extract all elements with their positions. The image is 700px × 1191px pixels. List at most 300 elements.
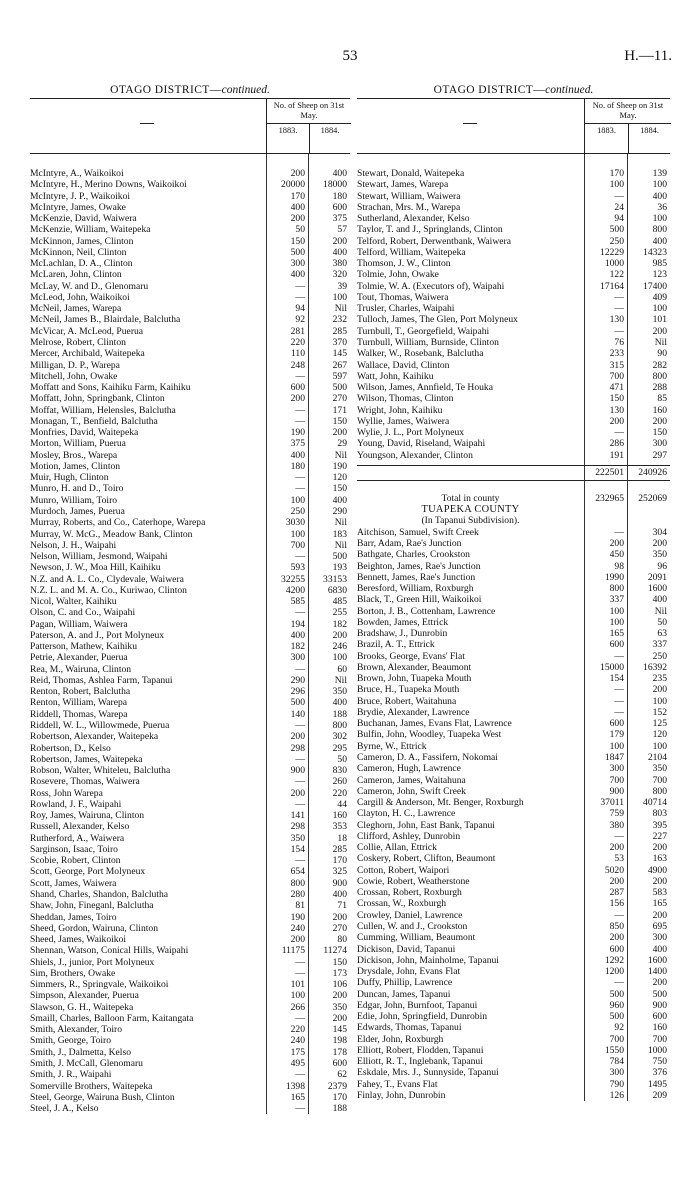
sheep-1884: 171 xyxy=(332,404,347,416)
table-row xyxy=(30,900,350,911)
table-row xyxy=(30,371,350,382)
owner-name: Motion, James, Clinton xyxy=(30,460,121,472)
table-row xyxy=(357,1056,670,1067)
sheep-1884: 400 xyxy=(332,168,347,179)
sheep-1884: 300 xyxy=(652,932,667,944)
owner-name: Monfries, David, Waitepeka xyxy=(30,427,139,439)
sheep-1884: 395 xyxy=(652,819,667,831)
sheep-1883: 250 xyxy=(290,505,305,517)
owner-name: Smith, George, Toiro xyxy=(30,1035,112,1047)
sheep-1883: 92 xyxy=(614,1022,624,1034)
owner-name: Telford, William, Waitepeka xyxy=(357,246,466,258)
sheep-1884: 2091 xyxy=(647,571,667,583)
table-row xyxy=(30,754,350,765)
owner-name: Fahey, T., Evans Flat xyxy=(357,1078,438,1090)
sheep-1883: 154 xyxy=(290,843,305,855)
table-row xyxy=(357,797,670,808)
owner-name: Crowley, Daniel, Lawrence xyxy=(357,909,463,921)
sheep-1883: 800 xyxy=(609,583,624,595)
owner-name: Bruce, H., Tuapeka Mouth xyxy=(357,684,460,696)
sheep-1883: 350 xyxy=(290,832,305,844)
table-row xyxy=(357,966,670,977)
sheep-1883: 154 xyxy=(609,673,624,685)
sheep-1883: 53 xyxy=(614,853,624,865)
sheep-1884: 400 xyxy=(332,697,347,709)
sheep-1884: 295 xyxy=(332,742,347,754)
owner-name: Buchanan, James, Evans Flat, Lawrence xyxy=(357,718,512,730)
table-row xyxy=(357,752,670,763)
sheep-1884: 270 xyxy=(332,922,347,934)
table-row xyxy=(357,955,670,966)
owner-name: McLachlan, D. A., Clinton xyxy=(30,258,133,270)
owner-name: Petrie, Alexander, Puerua xyxy=(30,652,128,664)
sheep-1883: 141 xyxy=(290,810,305,822)
table-row xyxy=(357,876,670,887)
county-heading: TUAPEKA COUNTY xyxy=(421,504,520,516)
sheep-1883: 4200 xyxy=(285,584,305,596)
table-row xyxy=(30,213,350,224)
sheep-1883: 200 xyxy=(290,168,305,179)
table-row xyxy=(30,844,350,855)
sheep-1884: 200 xyxy=(332,427,347,439)
sheep-1884: 400 xyxy=(652,190,667,202)
table-row xyxy=(30,810,350,821)
column-title: OTAGO DISTRICT—continued. xyxy=(433,84,594,96)
table-row xyxy=(357,944,670,955)
table-row xyxy=(357,842,670,853)
sheep-1883: 5020 xyxy=(604,864,624,876)
sheep-1884: 267 xyxy=(332,359,347,371)
owner-name: Renton, Robert, Balclutha xyxy=(30,686,131,698)
table-row xyxy=(30,619,350,630)
owner-name: Sutherland, Alexander, Kelso xyxy=(357,213,470,225)
sheep-1883: 450 xyxy=(609,549,624,561)
owner-name: Steel, J. A., Kelso xyxy=(30,1103,99,1115)
sheep-1883: 100 xyxy=(290,528,305,540)
owner-name: Newson, J. W., Moa Hill, Kaihiku xyxy=(30,562,161,574)
sheep-1883: 165 xyxy=(290,1091,305,1103)
table-row xyxy=(30,326,350,337)
sheep-1884: 200 xyxy=(652,909,667,921)
table-row xyxy=(30,517,350,528)
sheep-1884: 500 xyxy=(332,551,347,563)
sheep-1884: 170 xyxy=(332,855,347,867)
table-body xyxy=(357,154,670,1101)
sheep-1883: 170 xyxy=(609,168,624,179)
sheep-1884: 6830 xyxy=(327,584,347,596)
sheep-1884: 200 xyxy=(332,990,347,1002)
sheep-1883: 240 xyxy=(290,1035,305,1047)
sheep-1883: 471 xyxy=(609,382,624,394)
owner-name: Finlay, John, Dunrobin xyxy=(357,1089,446,1101)
sheep-1884: Nil xyxy=(654,336,667,348)
sheep-1883: 700 xyxy=(609,370,624,382)
table-row xyxy=(357,1000,670,1011)
sheep-1883: 76 xyxy=(614,336,624,348)
sheep-1883: — xyxy=(295,472,305,484)
sheep-1883: 298 xyxy=(290,742,305,754)
owner-name: Crossan, Robert, Roxburgh xyxy=(357,887,462,899)
sheep-1884: 803 xyxy=(652,808,667,820)
sheep-1883: 400 xyxy=(290,629,305,641)
table-row xyxy=(30,540,350,551)
sheep-1884: 180 xyxy=(332,190,347,202)
owner-name: McIntyre, J. P., Waikoikoi xyxy=(30,190,131,202)
owner-name: Robertson, Alexander, Waitepeka xyxy=(30,731,159,743)
sheep-1884: 18000 xyxy=(323,179,347,191)
sheep-1883: 130 xyxy=(609,314,624,326)
table-row xyxy=(30,799,350,810)
owner-name: Taylor, T. and J., Springlands, Clinton xyxy=(357,224,503,236)
sheep-1883: — xyxy=(614,291,624,303)
owner-name: Bradshaw, J., Dunrobin xyxy=(357,628,448,640)
sheep-1884: 50 xyxy=(337,753,347,765)
sheep-1883: 15000 xyxy=(600,661,624,673)
owner-name: Smith, J., Dalmetta, Kelso xyxy=(30,1046,131,1058)
sheep-1884: 300 xyxy=(652,438,667,450)
table-row xyxy=(357,606,670,617)
owner-name: Shand, Charles, Shandon, Balclutha xyxy=(30,889,169,900)
sheep-1884: 255 xyxy=(332,607,347,619)
owner-name: Rutherford, A., Waiwera xyxy=(30,832,125,844)
sheep-1884: 160 xyxy=(332,810,347,822)
table-row xyxy=(30,912,350,923)
owner-name: Smith, Alexander, Toiro xyxy=(30,1024,123,1036)
table-row xyxy=(357,360,670,371)
sheep-1883: 500 xyxy=(609,224,624,236)
table-row xyxy=(30,945,350,956)
table-row xyxy=(357,393,670,404)
sheep-1884: 600 xyxy=(332,1057,347,1069)
owner-name: Young, David, Riseland, Waipahi xyxy=(357,438,486,450)
sheep-1883: 100 xyxy=(290,990,305,1002)
sheep-1884: 200 xyxy=(652,537,667,549)
sheep-1883: 400 xyxy=(290,449,305,461)
owner-name: McKenzie, David, Waiwera xyxy=(30,213,137,225)
table-row xyxy=(357,594,670,605)
owner-name: Youngson, Alexander, Clinton xyxy=(357,449,473,461)
table-row xyxy=(30,1024,350,1035)
table-row xyxy=(357,977,670,988)
table-row xyxy=(30,551,350,562)
sheep-1884: 337 xyxy=(652,639,667,651)
sheep-1883: 92 xyxy=(295,314,305,326)
sheep-1884: 123 xyxy=(652,269,667,281)
sheep-1883: — xyxy=(614,695,624,707)
total-1883: 232965 xyxy=(595,492,624,504)
sheep-1884: 50 xyxy=(657,616,667,628)
owner-name: Aitchison, Samuel, Swift Creek xyxy=(357,526,479,538)
subdivision-row xyxy=(357,515,670,526)
sheep-1883: 3030 xyxy=(285,517,305,529)
table-row xyxy=(357,808,670,819)
owner-name: Cargill & Anderson, Mt. Benger, Roxburgh xyxy=(357,797,524,809)
sheep-1883: 286 xyxy=(609,438,624,450)
owner-name: Turnbull, T., Georgefield, Waipahi xyxy=(357,325,490,337)
sheep-1883: 122 xyxy=(609,269,624,281)
sheep-1884: 200 xyxy=(652,977,667,989)
table-row xyxy=(357,382,670,393)
owner-name: Wallace, David, Clinton xyxy=(357,359,450,371)
county-heading-row xyxy=(357,504,670,515)
table-row xyxy=(30,641,350,652)
sheep-1883: 100 xyxy=(609,605,624,617)
rows-b xyxy=(357,527,670,1102)
sheep-1884: 40714 xyxy=(643,797,667,809)
table-row xyxy=(30,438,350,449)
sheep-1884: 285 xyxy=(332,325,347,337)
owner-name: Nicol, Walter, Kaihiku xyxy=(30,596,117,608)
sheep-1883: 315 xyxy=(609,359,624,371)
owner-name: Rosevere, Thomas, Waiwera xyxy=(30,776,140,788)
sheep-1883: 600 xyxy=(609,639,624,651)
sheep-1883: 100 xyxy=(609,179,624,191)
table-row xyxy=(357,853,670,864)
sheep-1884: 325 xyxy=(332,866,347,878)
sheep-1884: 193 xyxy=(332,562,347,574)
table-row xyxy=(30,821,350,832)
sheep-1884: 400 xyxy=(652,594,667,606)
table-row xyxy=(357,191,670,202)
sheep-1884: 63 xyxy=(657,628,667,640)
table-row xyxy=(30,1002,350,1013)
sheep-1884: Nil xyxy=(334,674,347,686)
owner-name: Moffatt and Sons, Kaihiku Farm, Kaihiku xyxy=(30,382,191,394)
owner-name: McKinnon, James, Clinton xyxy=(30,235,134,247)
sheep-1884: 125 xyxy=(652,718,667,730)
table-row xyxy=(357,236,670,247)
sheep-1884: 200 xyxy=(652,415,667,427)
sheep-1884: 14323 xyxy=(643,246,667,258)
owner-name: Robertson, James, Waitepeka xyxy=(30,753,143,765)
sheep-1883: — xyxy=(295,776,305,788)
owner-name: Stewart, William, Waiwera xyxy=(357,190,461,202)
owner-name: Coskery, Robert, Clifton, Beaumont xyxy=(357,853,496,865)
sheep-1884: 62 xyxy=(337,1069,347,1081)
sheep-1884: 800 xyxy=(652,370,667,382)
table-row xyxy=(357,1067,670,1078)
table-row xyxy=(30,878,350,889)
owner-name: N.Z. and A. L. Co., Clydevale, Waiwera xyxy=(30,573,184,585)
sheep-1884: 100 xyxy=(332,652,347,664)
owner-name: Telford, Robert, Derwentbank, Waiwera xyxy=(357,235,511,247)
sheep-1884: 350 xyxy=(652,549,667,561)
owner-name: Scott, George, Port Molyneux xyxy=(30,866,146,878)
sheep-1883: 150 xyxy=(290,235,305,247)
table-row xyxy=(30,179,350,190)
sheep-1884: 1000 xyxy=(647,1044,667,1056)
sheep-1883: — xyxy=(295,1012,305,1024)
sheep-1883: — xyxy=(295,291,305,303)
table-row xyxy=(30,833,350,844)
table-row xyxy=(357,1090,670,1101)
sheep-1883: 100 xyxy=(609,616,624,628)
sheep-1883: 300 xyxy=(609,763,624,775)
owner-name: Mosley, Bros., Warepa xyxy=(30,449,118,461)
sheep-1884: 320 xyxy=(332,269,347,281)
owner-name: Murray, W. McG., Meadow Bank, Clinton xyxy=(30,528,193,540)
sheep-1883: 200 xyxy=(609,842,624,854)
table-row xyxy=(30,979,350,990)
owner-name: Brydie, Alexander, Lawrence xyxy=(357,706,470,718)
table-row xyxy=(30,506,350,517)
sheep-1884: 600 xyxy=(652,1011,667,1023)
sheep-1884: 288 xyxy=(652,382,667,394)
sheep-1883: 50 xyxy=(295,224,305,236)
owner-name: Munro, H. and D., Toiro xyxy=(30,483,124,495)
sheep-1883: 165 xyxy=(609,628,624,640)
total-in-county-row xyxy=(357,493,670,504)
table-row xyxy=(30,731,350,742)
sheep-1883: — xyxy=(614,706,624,718)
sheep-1883: 126 xyxy=(609,1089,624,1101)
table-row xyxy=(357,639,670,650)
sheep-1884: 160 xyxy=(652,404,667,416)
sheep-1883: — xyxy=(295,404,305,416)
owner-name: Russell, Alexander, Kelso xyxy=(30,821,130,833)
table-body xyxy=(30,154,350,1114)
table-row xyxy=(357,628,670,639)
sheep-1884: 11274 xyxy=(323,945,347,957)
sheep-1884: 1495 xyxy=(647,1078,667,1090)
table-row xyxy=(30,596,350,607)
sheep-1884: 17400 xyxy=(643,280,667,292)
sheep-1883: 1000 xyxy=(604,258,624,270)
sheep-1883: 37011 xyxy=(600,797,624,809)
table-row xyxy=(357,450,670,461)
sheep-1883: 593 xyxy=(290,562,305,574)
table-row xyxy=(357,617,670,628)
table-row xyxy=(30,314,350,325)
owner-name: Cameron, John, Swift Creek xyxy=(357,785,466,797)
owner-name: Brazil, A. T., Ettrick xyxy=(357,639,435,651)
sheep-1884: 150 xyxy=(332,956,347,968)
sheep-1883: 101 xyxy=(290,979,305,991)
owner-name: Nelson, William, Jesmond, Waipahi xyxy=(30,551,168,563)
sheep-1884: 200 xyxy=(652,325,667,337)
sheep-1883: 700 xyxy=(609,1033,624,1045)
table-row xyxy=(357,684,670,695)
sheep-1884: 96 xyxy=(657,560,667,572)
owner-name: Cameron, D. A., Fassifern, Nokomai xyxy=(357,752,498,764)
table-row xyxy=(30,202,350,213)
table-row xyxy=(30,292,350,303)
table-row xyxy=(30,990,350,1001)
sheep-1884: 188 xyxy=(332,708,347,720)
sheep-1884: Nil xyxy=(334,517,347,529)
table-row xyxy=(357,549,670,560)
owner-name: Brooks, George, Evans' Flat xyxy=(357,650,465,662)
sheep-1884: 198 xyxy=(332,1035,347,1047)
table-row xyxy=(30,1069,350,1080)
sheep-1884: 150 xyxy=(332,415,347,427)
sheep-1883: 800 xyxy=(290,877,305,889)
table-row xyxy=(30,585,350,596)
sheep-1884: 39 xyxy=(337,280,347,292)
table-row xyxy=(30,495,350,506)
sheep-1884: 235 xyxy=(652,673,667,685)
sheep-1883: — xyxy=(614,325,624,337)
sheep-1884: 16392 xyxy=(643,661,667,673)
table-row xyxy=(357,1034,670,1045)
sheep-1883: — xyxy=(614,190,624,202)
owner-name: Simmers, R., Springvale, Waikoikoi xyxy=(30,979,169,991)
sheep-1883: 94 xyxy=(295,303,305,315)
sheep-1883: 600 xyxy=(609,718,624,730)
sheep-1883: — xyxy=(295,483,305,495)
sheep-1883: 266 xyxy=(290,1001,305,1013)
sheep-1883: 900 xyxy=(609,785,624,797)
table-row xyxy=(357,718,670,729)
owner-name: McNeil, James, Warepa xyxy=(30,303,122,315)
sheep-1884: 145 xyxy=(332,348,347,360)
table-row xyxy=(30,483,350,494)
table-row xyxy=(357,314,670,325)
table-row xyxy=(30,664,350,675)
owner-name: Tulloch, James, The Glen, Port Molyneux xyxy=(357,314,518,326)
table-row xyxy=(357,179,670,190)
table-row xyxy=(357,281,670,292)
subdivision-label: (In Tapanui Subdivision). xyxy=(421,515,520,527)
sheep-1883: 380 xyxy=(609,819,624,831)
sheep-1883: 300 xyxy=(290,652,305,664)
owner-name: Collie, Allan, Ettrick xyxy=(357,842,437,854)
sheep-1884: 29 xyxy=(337,438,347,450)
sheep-1884: 200 xyxy=(652,842,667,854)
owner-name: Olson, C. and Co., Waipahi xyxy=(30,607,136,619)
owner-name: McIntyre, A., Waikoikoi xyxy=(30,168,124,179)
owner-name: Trusler, Charles, Waipahi xyxy=(357,303,455,315)
owner-name: Cotton, Robert, Waipori xyxy=(357,864,450,876)
owner-name: Dickison, David, Tapanui xyxy=(357,943,456,955)
sheep-1883: 200 xyxy=(609,537,624,549)
owner-name: Simpson, Alexander, Puerua xyxy=(30,990,139,1002)
sheep-1884: 200 xyxy=(652,875,667,887)
table-row xyxy=(357,763,670,774)
sheep-1883: 150 xyxy=(609,393,624,405)
column-title: OTAGO DISTRICT—continued. xyxy=(110,84,270,96)
page-header xyxy=(0,44,700,66)
sheep-1883: 850 xyxy=(609,921,624,932)
owner-name: Crossan, W., Roxburgh xyxy=(357,898,447,910)
owner-name: Renton, William, Warepa xyxy=(30,697,128,709)
owner-name: Cumming, William, Beaumont xyxy=(357,932,476,944)
sheep-1883: 1990 xyxy=(604,571,624,583)
sheep-1883: — xyxy=(614,427,624,439)
owner-name: Shaw, John, Fineganl, Balclutha xyxy=(30,900,154,912)
table-row xyxy=(357,326,670,337)
owner-name: Murray, Roberts, and Co., Caterhope, Warepa xyxy=(30,517,206,529)
sheep-1884: 400 xyxy=(332,889,347,900)
table-row xyxy=(30,382,350,393)
sheep-1884: 160 xyxy=(652,1022,667,1034)
sheep-1883: — xyxy=(295,415,305,427)
owner-name: Muir, Hugh, Clinton xyxy=(30,472,109,484)
table-row xyxy=(30,607,350,618)
owner-name: Sarginson, Isaac, Toiro xyxy=(30,843,118,855)
sheep-1884: 500 xyxy=(332,382,347,394)
table-row xyxy=(30,652,350,663)
sheep-1883: 12229 xyxy=(600,246,624,258)
header-year-1883: 1883. xyxy=(278,126,298,135)
sheep-1884: 90 xyxy=(657,348,667,360)
sheep-1884: 270 xyxy=(332,393,347,405)
total-label: Total in county xyxy=(441,492,500,504)
sheep-1883: 375 xyxy=(290,438,305,450)
sheep-1884: 165 xyxy=(652,898,667,910)
sheep-1884: 597 xyxy=(332,370,347,382)
owner-name: Tolmie, John, Owake xyxy=(357,269,439,281)
